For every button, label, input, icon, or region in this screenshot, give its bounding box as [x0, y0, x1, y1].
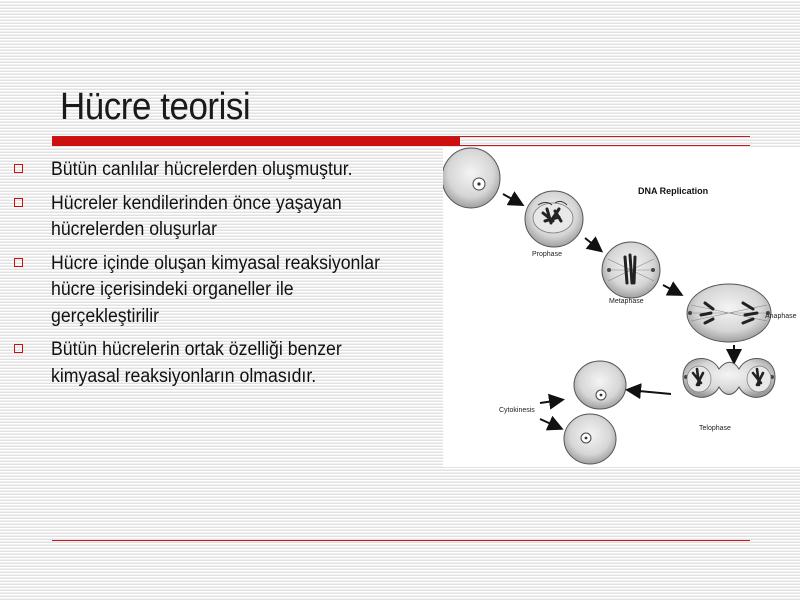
square-bullet-icon: [14, 164, 23, 173]
figure-title: DNA Replication: [638, 186, 709, 196]
arrow: [540, 419, 560, 428]
bullet-line: Bütün hücrelerin ortak özelliği benzer: [51, 339, 342, 360]
anaphase-cell: [687, 284, 771, 342]
prophase-cell: [525, 191, 583, 247]
slide-title: Hücre teorisi: [60, 86, 251, 128]
square-bullet-icon: [14, 344, 23, 353]
bullet-line: Hücre içinde oluşan kimyasal reaksiyonlar: [51, 252, 381, 274]
metaphase-label: Metaphase: [609, 298, 644, 305]
arrow: [629, 390, 671, 394]
prophase-label: Prophase: [532, 251, 562, 258]
arrow: [585, 238, 600, 250]
bullet-line: hücre içerisindeki organeller ile: [51, 279, 294, 300]
bullet-item: [12, 337, 437, 390]
footer-rule: [52, 540, 750, 541]
bullet-item: [12, 191, 437, 244]
arrow: [663, 285, 680, 294]
square-bullet-icon: [14, 258, 23, 267]
anaphase-label: Anaphase: [765, 313, 797, 320]
bullet-list: [12, 157, 437, 397]
daughter-cell-top: [574, 361, 626, 409]
arrow: [503, 194, 521, 204]
cell-division-figure: [443, 147, 800, 467]
metaphase-cell: [602, 242, 660, 298]
title-underline-thin-lower: [460, 145, 750, 146]
interphase-cell: [443, 148, 500, 208]
bullet-line: Hücreler kendilerinden önce yaşayan: [51, 192, 342, 214]
bullet-item: [12, 251, 437, 331]
bullet-line: hücrelerden oluşurlar: [51, 219, 218, 240]
title-underline-thick: [52, 137, 460, 146]
square-bullet-icon: [14, 198, 23, 207]
arrow: [540, 400, 561, 403]
bullet-line: kimyasal reaksiyonların olmasıdır.: [51, 365, 317, 387]
cytokinesis-label: Cytokinesis: [499, 407, 535, 414]
telophase-cell: [683, 359, 775, 398]
telophase-label: Telophase: [699, 425, 731, 432]
bullet-line: gerçekleştirilir: [51, 305, 160, 327]
daughter-cell-bottom: [564, 414, 616, 464]
bullet-item: [12, 157, 437, 184]
bullet-line: Bütün canlılar hücrelerden oluşmuştur.: [51, 159, 353, 180]
